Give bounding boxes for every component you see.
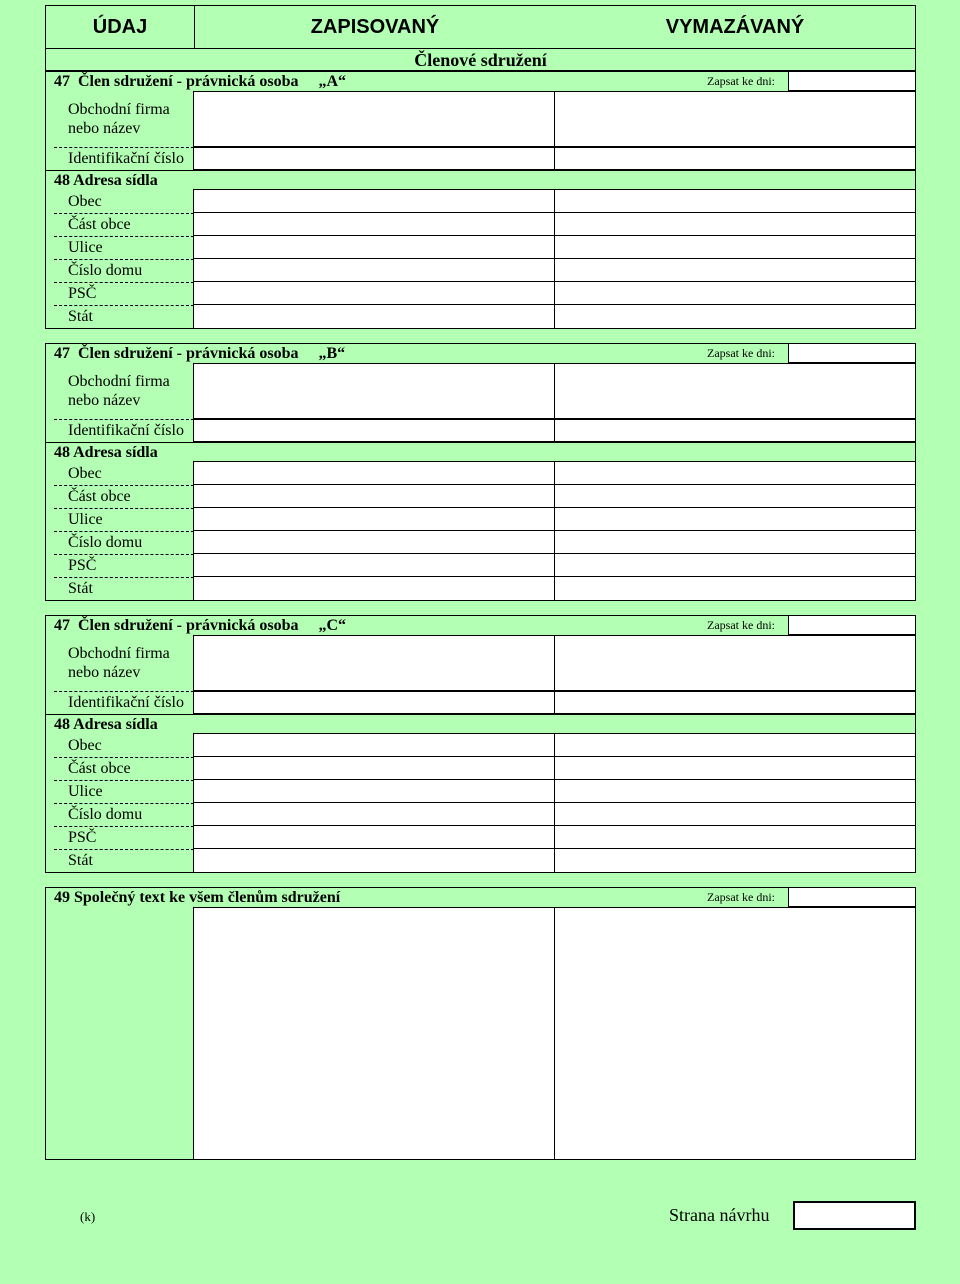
- label-cast-obce: Část obce: [68, 488, 131, 505]
- page-label: Strana návrhu: [669, 1205, 770, 1225]
- label-ulice: Ulice: [68, 511, 103, 528]
- firma-old-input[interactable]: [554, 363, 916, 419]
- cislo-domu-new-input[interactable]: [193, 258, 555, 282]
- form-header: [45, 5, 916, 71]
- label-cast-obce: Část obce: [68, 760, 131, 777]
- cast-obce-new-input[interactable]: [193, 212, 555, 236]
- page-number-input[interactable]: [793, 1201, 916, 1230]
- label-ico: Identifikační číslo: [68, 150, 184, 167]
- section-title: 47 Člen sdružení - právnická osoba „B“: [54, 345, 346, 362]
- cast-obce-new-input[interactable]: [193, 484, 555, 508]
- label-firma-1: Obchodní firma: [68, 645, 170, 662]
- zapsat-label: Zapsat ke dni:: [707, 618, 775, 632]
- psc-old-input[interactable]: [554, 825, 916, 849]
- member-section-a: [45, 71, 916, 329]
- cislo-domu-old-input[interactable]: [554, 258, 916, 282]
- label-obec: Obec: [68, 193, 102, 210]
- psc-new-input[interactable]: [193, 553, 555, 577]
- common-text-new-input[interactable]: [193, 907, 555, 1160]
- label-ulice: Ulice: [68, 783, 103, 800]
- firma-old-input[interactable]: [554, 635, 916, 691]
- ico-new-input[interactable]: [193, 691, 555, 714]
- label-obec: Obec: [68, 737, 102, 754]
- common-text-old-input[interactable]: [554, 907, 916, 1160]
- obec-new-input[interactable]: [193, 733, 555, 757]
- obec-new-input[interactable]: [193, 461, 555, 485]
- label-cislo-domu: Číslo domu: [68, 806, 143, 823]
- cast-obce-old-input[interactable]: [554, 212, 916, 236]
- cislo-domu-old-input[interactable]: [554, 530, 916, 554]
- firma-new-input[interactable]: [193, 91, 555, 147]
- header-subtitle: Členové sdružení: [414, 50, 547, 70]
- header-zapisovany: ZAPISOVANÝ: [310, 15, 440, 38]
- ulice-new-input[interactable]: [193, 779, 555, 803]
- zapsat-date-input[interactable]: [788, 71, 916, 91]
- firma-old-input[interactable]: [554, 91, 916, 147]
- firma-new-input[interactable]: [193, 635, 555, 691]
- ico-old-input[interactable]: [554, 419, 916, 442]
- ico-new-input[interactable]: [193, 147, 555, 170]
- stat-old-input[interactable]: [554, 304, 916, 329]
- ico-old-input[interactable]: [554, 147, 916, 170]
- label-firma-1: Obchodní firma: [68, 373, 170, 390]
- ico-old-input[interactable]: [554, 691, 916, 714]
- label-obec: Obec: [68, 465, 102, 482]
- cast-obce-old-input[interactable]: [554, 756, 916, 780]
- stat-old-input[interactable]: [554, 848, 916, 873]
- label-ico: Identifikační číslo: [68, 422, 184, 439]
- stat-new-input[interactable]: [193, 576, 555, 601]
- stat-old-input[interactable]: [554, 576, 916, 601]
- obec-old-input[interactable]: [554, 461, 916, 485]
- member-section-b: [45, 343, 916, 601]
- ulice-new-input[interactable]: [193, 235, 555, 259]
- label-ico: Identifikační číslo: [68, 694, 184, 711]
- label-stat: Stát: [68, 308, 93, 325]
- label-cast-obce: Část obce: [68, 216, 131, 233]
- psc-new-input[interactable]: [193, 281, 555, 305]
- label-psc: PSČ: [68, 829, 97, 846]
- label-ulice: Ulice: [68, 239, 103, 256]
- label-adresa: 48 Adresa sídla: [54, 172, 158, 189]
- header-vymazavany: VYMAZÁVANÝ: [665, 15, 805, 38]
- cislo-domu-old-input[interactable]: [554, 802, 916, 826]
- zapsat-label: Zapsat ke dni:: [707, 346, 775, 360]
- label-psc: PSČ: [68, 285, 97, 302]
- label-cislo-domu: Číslo domu: [68, 262, 143, 279]
- label-stat: Stát: [68, 580, 93, 597]
- label-firma-2: nebo název: [68, 120, 141, 137]
- obec-old-input[interactable]: [554, 733, 916, 757]
- section-title: 47 Člen sdružení - právnická osoba „A“: [54, 73, 347, 90]
- footer-code: (k): [80, 1209, 96, 1224]
- stat-new-input[interactable]: [193, 304, 555, 329]
- header-udaj: ÚDAJ: [92, 15, 148, 38]
- cast-obce-new-input[interactable]: [193, 756, 555, 780]
- ico-new-input[interactable]: [193, 419, 555, 442]
- zapsat-date-input[interactable]: [788, 887, 916, 907]
- zapsat-label: Zapsat ke dni:: [707, 74, 775, 88]
- ulice-old-input[interactable]: [554, 507, 916, 531]
- ulice-new-input[interactable]: [193, 507, 555, 531]
- label-firma-1: Obchodní firma: [68, 101, 170, 118]
- psc-old-input[interactable]: [554, 281, 916, 305]
- psc-old-input[interactable]: [554, 553, 916, 577]
- zapsat-label: Zapsat ke dni:: [707, 890, 775, 904]
- cast-obce-old-input[interactable]: [554, 484, 916, 508]
- obec-old-input[interactable]: [554, 189, 916, 213]
- label-adresa: 48 Adresa sídla: [54, 716, 158, 733]
- common-text-title: 49 Společný text ke všem členům sdružení: [54, 889, 341, 906]
- firma-new-input[interactable]: [193, 363, 555, 419]
- zapsat-date-input[interactable]: [788, 343, 916, 363]
- label-stat: Stát: [68, 852, 93, 869]
- obec-new-input[interactable]: [193, 189, 555, 213]
- cislo-domu-new-input[interactable]: [193, 802, 555, 826]
- section-title: 47 Člen sdružení - právnická osoba „C“: [54, 617, 347, 634]
- psc-new-input[interactable]: [193, 825, 555, 849]
- label-psc: PSČ: [68, 557, 97, 574]
- cislo-domu-new-input[interactable]: [193, 530, 555, 554]
- label-cislo-domu: Číslo domu: [68, 534, 143, 551]
- zapsat-date-input[interactable]: [788, 615, 916, 635]
- common-text-section: [45, 887, 916, 1160]
- ulice-old-input[interactable]: [554, 235, 916, 259]
- label-adresa: 48 Adresa sídla: [54, 444, 158, 461]
- ulice-old-input[interactable]: [554, 779, 916, 803]
- member-section-c: [45, 615, 916, 873]
- label-firma-2: nebo název: [68, 392, 141, 409]
- stat-new-input[interactable]: [193, 848, 555, 873]
- label-firma-2: nebo název: [68, 664, 141, 681]
